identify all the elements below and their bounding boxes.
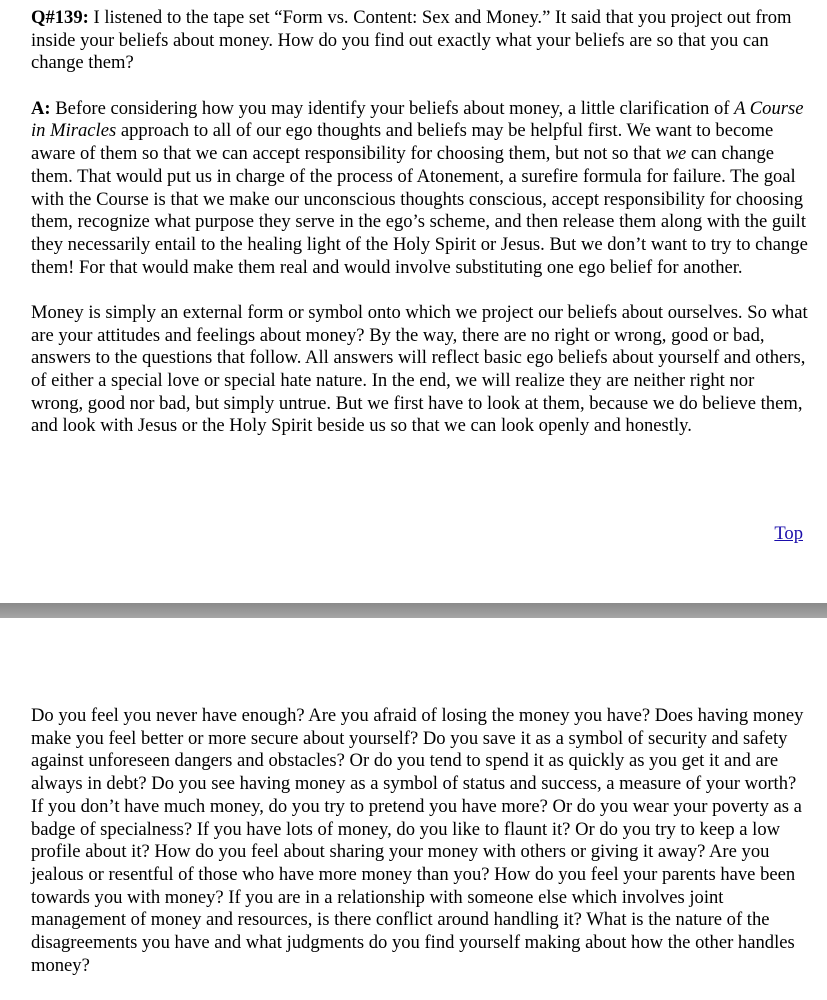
top-link[interactable]: Top [774,523,803,544]
money-paragraph: Money is simply an external form or symbol onto which we project our beliefs about ourselves. So what are your attitudes and feelings about money? By the way, there are no right or wrong, good or bad, answers to the questions that follow. All answers will reflect basic ego beliefs about yourself and others, of either a special love or special hate nature. In the end, we will realize they are neither right nor wrong, good nor bad, but simply untrue. But we first have to look at them, because we do believe them, and look with Jesus or the Holy Spirit beside us so that we can look openly and honestly. [31,301,808,437]
next-page-content [31,705,811,1000]
questions-paragraph: Do you feel you never have enough? Are you afraid of losing the money you have? Does having money make you feel better or more secure about yourself? Do you save it as a symbol of security and safety against unforeseen dangers and obstacles? Or do you tend to spend it as quickly as you get it and are always in debt? Do you see having money as a symbol of status and success, a measure of your worth? If you don’t have much money, do you try to pretend you have more? Or do you wear your poverty as a badge of specialness? If you have lots of money, do you like to flaunt it? Or do you try to keep a low profile about it? How do you feel about sharing your money with others or giving it away? Are you jealous or resentful of those who have more money than you? How do you feel your parents have been towards you with money? If you are in a relationship with someone else which involves joint management of money and resources, is there conflict around handling it? What is the nature of the disagreements you have and what judgments do you find yourself making about how the other handles money? [31,705,804,976]
book-title: A Course in Miracles [31,97,804,142]
qa-content [31,7,811,461]
emphasis-we: we [665,143,687,165]
answer-paragraph [31,98,811,280]
question-label: Q#139: [31,7,89,28]
question-paragraph [31,7,811,75]
page-divider [0,603,827,618]
answer-text-part-1: Before considering how you may identify your beliefs about money, a little clarification of [50,97,735,119]
answer-label: A: [31,97,51,119]
top-link-row [774,523,803,546]
question-text: I listened to the tape set “Form vs. Content: Sex and Money.” It said that you project out from inside your beliefs about money. How do you find out exactly what your beliefs are so that you can change them? [31,7,792,74]
answer-text-part-2: approach to all of our ego thoughts and beliefs may be helpful first. We want to become aware of them so that we can accept responsibility for choosing them, but not so that [31,120,774,165]
answer-text-part-3: can change them. That would put us in charge of the process of Atonement, a surefire formula for failure. The goal with the Course is that we make our unconscious thoughts conscious, accept responsibility for choosing them, recognize what purpose they serve in the ego’s scheme, and then release them along with the guilt they necessarily entail to the healing light of the Holy Spirit or Jesus. But we don’t want to try to change them! For that would make them real and would involve substituting one ego belief for another. [31,143,808,278]
